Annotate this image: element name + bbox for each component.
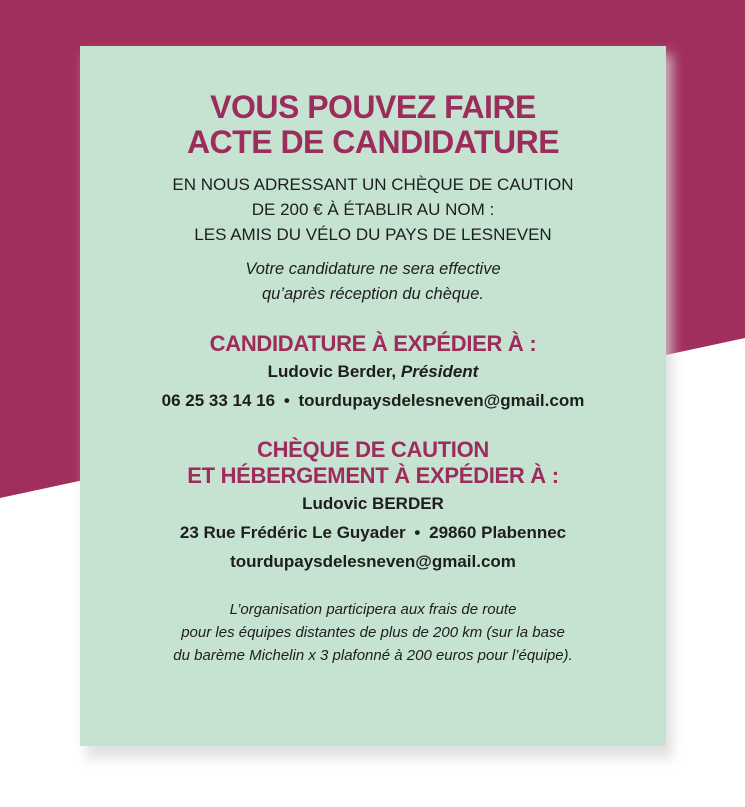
- city-postcode: 29860 Plabennec: [429, 523, 567, 542]
- headline-line-1: VOUS POUVEZ FAIRE: [210, 89, 536, 125]
- recipient-name: Ludovic BERDER: [302, 494, 444, 513]
- intro-line-3: LES AMIS DU VÉLO DU PAYS DE LESNEVEN: [194, 225, 552, 244]
- street-address: 23 Rue Frédéric Le Guyader: [179, 523, 406, 542]
- headline-line-2: ACTE DE CANDIDATURE: [186, 124, 560, 160]
- postal-address: [80, 518, 666, 547]
- effective-note: [80, 257, 666, 307]
- travel-costs-note: [80, 598, 666, 667]
- phone-number: 06 25 33 14 16: [161, 391, 276, 410]
- cheque-title-line-1: CHÈQUE DE CAUTION: [256, 437, 490, 462]
- note-line-1: Votre candidature ne sera effective: [245, 260, 501, 278]
- cheque-title-line-2: ET HÉBERGEMENT À EXPÉDIER À :: [187, 463, 559, 488]
- candidature-card: [80, 46, 666, 746]
- president-role: Président: [400, 362, 479, 381]
- contact-line: [80, 386, 666, 415]
- email-link[interactable]: tourdupaysdelesneven@gmail.com: [298, 391, 585, 410]
- footer-line-3: du barème Michelin x 3 plafonné à 200 euros pour l’équipe).: [173, 647, 573, 664]
- bullet-separator: •: [414, 523, 421, 542]
- footer-line-1: L’organisation participera aux frais de route: [229, 601, 517, 618]
- intro-text: [80, 172, 666, 247]
- intro-line-1: EN NOUS ADRESSANT UN CHÈQUE DE CAUTION: [172, 175, 574, 194]
- president-line: [80, 357, 666, 386]
- bullet-separator: •: [283, 391, 290, 410]
- intro-line-2: DE 200 € À ÉTABLIR AU NOM :: [251, 200, 495, 219]
- note-line-2: qu’après réception du chèque.: [262, 285, 484, 303]
- section-candidature-title: CANDIDATURE À EXPÉDIER À :: [209, 331, 537, 356]
- section-cheque-title: [80, 437, 666, 489]
- email-link-2[interactable]: tourdupaysdelesneven@gmail.com: [230, 552, 516, 571]
- footer-line-2: pour les équipes distantes de plus de 200 km (sur la base: [181, 624, 565, 641]
- president-name: Ludovic Berder,: [267, 362, 401, 381]
- headline: [80, 90, 666, 160]
